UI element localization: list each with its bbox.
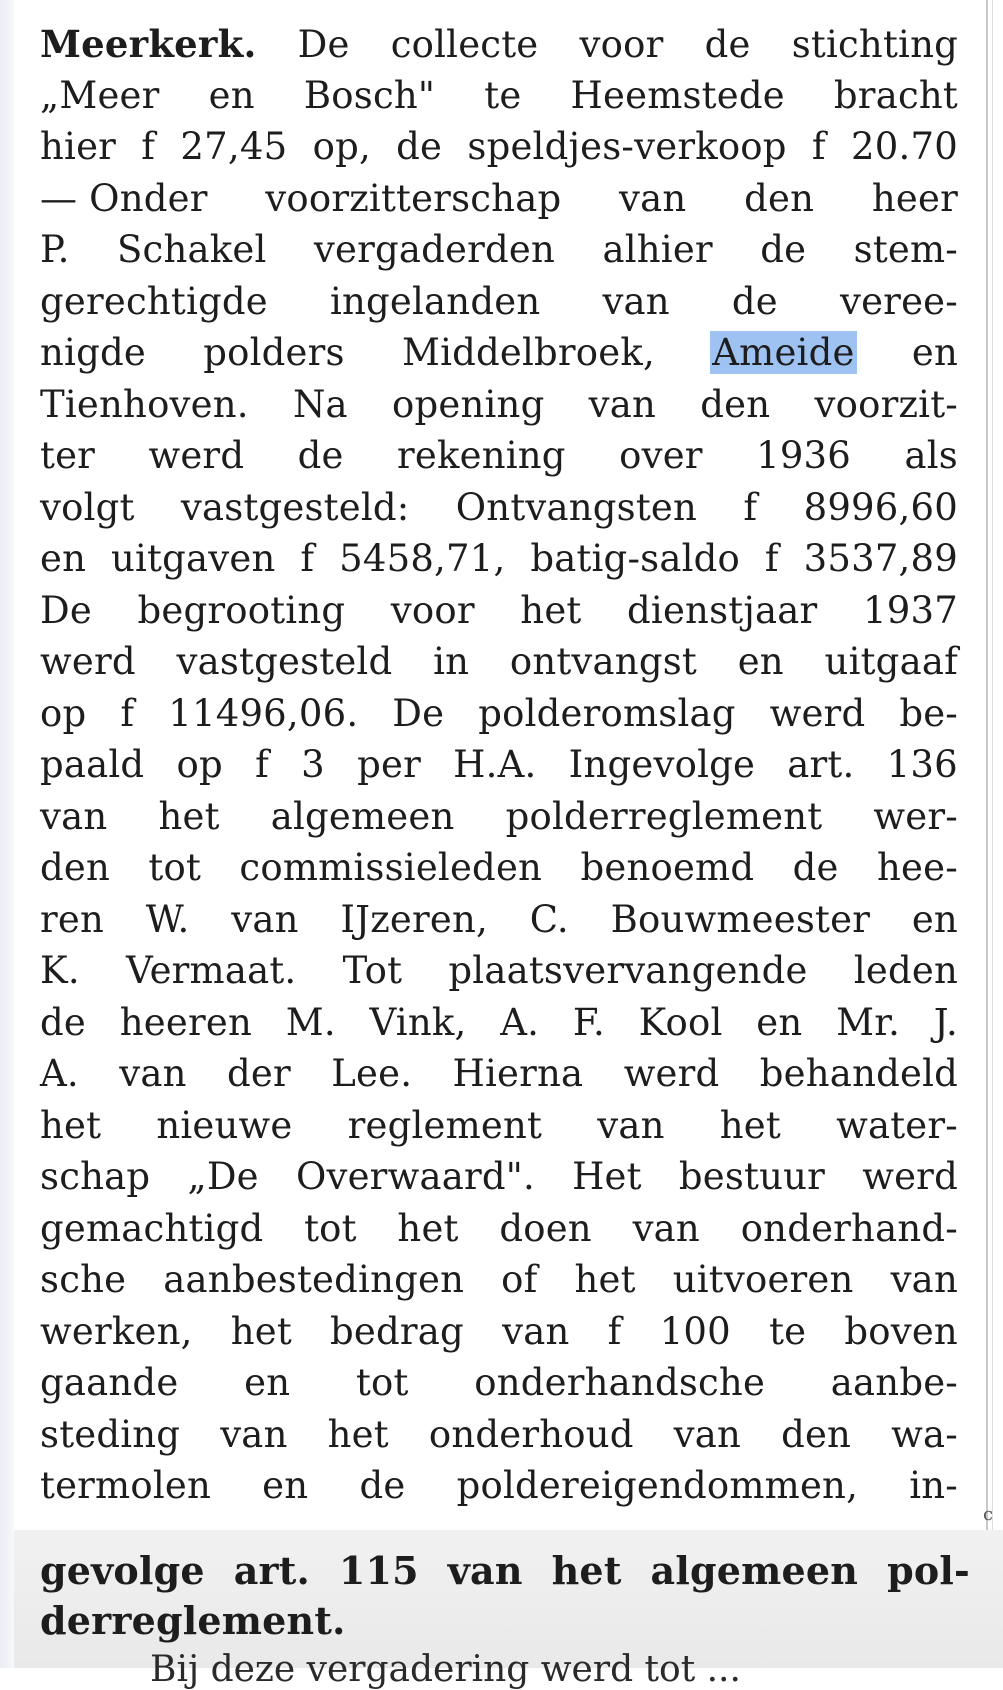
word: 27,45 (180, 125, 288, 168)
word: en (911, 897, 958, 941)
word: plaatsvervangende (448, 949, 808, 992)
text-line (40, 486, 958, 538)
text-line (40, 846, 958, 898)
word: A. (40, 1052, 79, 1095)
word: polders (203, 331, 345, 374)
text-line (40, 1310, 958, 1362)
text-line (40, 383, 958, 435)
word: van (502, 1309, 570, 1353)
word: den (40, 846, 111, 889)
word: De (40, 588, 92, 632)
word: bestuur (678, 1155, 826, 1198)
word: f (764, 537, 779, 580)
word: aanbe- (830, 1361, 958, 1404)
text-line (40, 1598, 970, 1648)
text-line (40, 1464, 958, 1516)
word: aanbestedingen (163, 1258, 465, 1301)
word: op (40, 691, 87, 735)
word: de (359, 1464, 406, 1507)
word: Middelbroek, (401, 331, 655, 374)
word: begrooting (137, 588, 346, 632)
text-line (40, 1548, 970, 1598)
word: ren (40, 897, 105, 941)
word: onderhandsche (474, 1361, 766, 1404)
word: het (520, 588, 582, 632)
text-line (40, 434, 958, 486)
word: heeren (119, 1000, 252, 1044)
text-line (40, 1258, 958, 1310)
word: de (396, 125, 443, 168)
word: alhier (602, 228, 713, 271)
word: het (551, 1548, 622, 1593)
word: 1937 (862, 588, 958, 632)
word: werd (40, 640, 136, 683)
word: polderomslag (478, 691, 736, 735)
word: wa- (891, 1412, 958, 1456)
word: dienstjaar (627, 588, 818, 632)
word: der (227, 1052, 291, 1095)
word: poldereigendommen, (456, 1464, 859, 1507)
word: f (607, 1309, 622, 1353)
word: algemeen (270, 794, 455, 838)
word: f (255, 743, 269, 786)
word: heer (871, 176, 958, 220)
word: polderreglement (505, 794, 823, 838)
word: H.A. (453, 743, 537, 786)
word: sche (40, 1258, 127, 1301)
text-line (40, 177, 958, 229)
word: van (673, 1412, 742, 1456)
word: art. (787, 743, 855, 786)
word: het (230, 1309, 292, 1353)
word: voorzitterschap (265, 176, 562, 220)
word: van (220, 1412, 288, 1456)
word: tot (304, 1206, 357, 1250)
text-line (40, 74, 958, 126)
word: f (811, 125, 826, 168)
word: 5458,71, (339, 537, 506, 580)
word: van (632, 1206, 700, 1250)
text-line (40, 1052, 958, 1104)
word: Overwaard". (295, 1155, 535, 1198)
word: Lee. (331, 1052, 413, 1095)
word: volgt (40, 485, 135, 529)
word: Tot (342, 949, 403, 992)
word: f (120, 691, 135, 735)
word: K. (40, 949, 80, 992)
word: F. (572, 1000, 605, 1044)
word: 3 (301, 743, 325, 786)
word: reglement (347, 1103, 543, 1147)
word: water- (836, 1103, 958, 1147)
word: opening (392, 382, 545, 426)
word: Ontvangsten (455, 485, 698, 529)
word: het (40, 1103, 102, 1147)
word: 100 (659, 1309, 731, 1353)
word: werd (623, 1052, 720, 1095)
word: C. (529, 897, 569, 941)
word: 1936 (756, 434, 852, 477)
word: f (300, 537, 315, 580)
word: schap (40, 1155, 151, 1198)
word: nieuwe (156, 1103, 293, 1147)
word: leden (853, 949, 958, 992)
text-line (40, 1001, 958, 1053)
article-body (40, 22, 958, 1516)
column-mark: c (983, 1504, 994, 1525)
text-line (40, 280, 958, 332)
word: en (737, 640, 784, 683)
word: Tienhoven. (40, 382, 249, 426)
word: W. (145, 897, 190, 941)
word: bracht (833, 73, 958, 117)
word: derreglement. (40, 1598, 346, 1643)
word: de (704, 23, 751, 66)
word: f (743, 485, 758, 529)
word: vastgesteld: (180, 485, 410, 529)
word: van (588, 382, 657, 426)
word: 8996,60 (803, 485, 958, 529)
word: hee- (877, 846, 958, 889)
word: boven (844, 1309, 958, 1353)
word: in (433, 640, 470, 683)
word: en (40, 537, 87, 580)
word: 115 (338, 1548, 419, 1593)
word: van (602, 279, 670, 323)
word: 11496,06. (168, 691, 359, 735)
word: Mr. (836, 1000, 901, 1044)
word: Hierna (452, 1052, 584, 1095)
word: en (911, 331, 958, 374)
word: ontvangst (509, 640, 697, 683)
word: 136 (886, 743, 958, 786)
word: art. (233, 1548, 310, 1593)
word: f (141, 125, 156, 168)
word: de (40, 1000, 86, 1044)
word: 3537,89 (803, 537, 958, 580)
word: Ingevolge (568, 743, 756, 786)
word: stichting (791, 23, 958, 66)
word: speldjes-verkoop (467, 125, 787, 168)
word: bedrag (330, 1309, 464, 1353)
word: den (700, 382, 771, 426)
word: den (744, 176, 815, 220)
word: veree- (839, 279, 958, 323)
word: Vink, (369, 1000, 467, 1044)
word: Bouwmeester (610, 897, 871, 941)
word: ter (40, 434, 96, 477)
highlighted-word: Ameide (712, 331, 855, 374)
word: het (158, 794, 220, 838)
word: het (397, 1206, 459, 1250)
word: gerechtigde (40, 279, 268, 323)
text-line (40, 898, 958, 950)
word: het (574, 1258, 636, 1301)
word: werken, (40, 1309, 193, 1353)
word: uitgaaf (824, 640, 958, 683)
word: wer- (873, 794, 958, 838)
word: te (484, 73, 522, 117)
text-line (40, 331, 958, 383)
word: op (176, 743, 223, 786)
text-line (40, 1155, 958, 1207)
text-line (40, 949, 958, 1001)
text-line (40, 692, 958, 744)
word: van (619, 176, 687, 220)
word: de (760, 228, 807, 271)
text-line (40, 589, 958, 641)
word: voorzit- (814, 382, 958, 426)
word: M. (285, 1000, 336, 1044)
word: over (619, 434, 703, 477)
word: rekening (397, 434, 566, 477)
word: tot (355, 1361, 409, 1404)
word: als (904, 434, 958, 477)
word: het (719, 1103, 781, 1147)
word: A. (500, 1000, 540, 1044)
word: ingelanden (329, 279, 541, 323)
cut-off-line (150, 1649, 770, 1690)
word: hier (40, 125, 117, 168)
word: voor (390, 588, 475, 632)
word: te (769, 1309, 807, 1353)
word: onderhand- (740, 1206, 958, 1250)
word: werd (148, 434, 245, 477)
text-line (40, 228, 958, 280)
text-line (40, 1361, 958, 1413)
word: stem- (853, 228, 958, 271)
word: paald (40, 743, 145, 786)
word: be- (899, 691, 958, 735)
word: de (297, 434, 344, 477)
word: of (501, 1258, 538, 1301)
word: — Onder (40, 176, 208, 220)
word: steding (40, 1412, 181, 1456)
cut-off-line-text: Bij deze vergadering werd tot ... (150, 1649, 741, 1690)
word: IJzeren, (340, 897, 488, 941)
word: uitgaven (110, 537, 276, 580)
word: Vermaat. (126, 949, 297, 992)
word: Schakel (116, 228, 267, 271)
word: en (244, 1361, 291, 1404)
word: werd (862, 1155, 958, 1198)
word: behandeld (759, 1052, 958, 1095)
lead-word: Meerkerk. (40, 22, 257, 66)
word: op, (312, 125, 371, 168)
text-line (40, 125, 958, 177)
word: gemachtigd (40, 1206, 264, 1250)
word: commissieleden (239, 846, 543, 889)
word: Na (292, 382, 348, 426)
word: benoemd (580, 846, 755, 889)
word: De (392, 691, 445, 735)
word: vastgesteld (176, 640, 393, 683)
word: P. (40, 228, 70, 271)
word: per (357, 743, 421, 786)
word: van (119, 1052, 187, 1095)
word: en (262, 1464, 309, 1507)
column-border (986, 0, 988, 1535)
word: algemeen (650, 1548, 859, 1593)
word: van (890, 1258, 958, 1301)
word: van (40, 794, 108, 838)
word: collecte (390, 23, 539, 66)
word: doen (499, 1206, 592, 1250)
word: J. (933, 1000, 958, 1044)
word: voor (579, 23, 664, 66)
word: „De (187, 1155, 259, 1198)
word: Kool (638, 1000, 723, 1044)
word: gevolge (40, 1548, 205, 1593)
word: de (731, 279, 778, 323)
word: van (597, 1103, 665, 1147)
word: tot (148, 846, 202, 889)
word: werd (769, 691, 866, 735)
word: pol- (887, 1548, 970, 1593)
word: batig-saldo (530, 537, 740, 580)
text-line (40, 640, 958, 692)
text-line (40, 1413, 958, 1465)
word: gaande (40, 1361, 179, 1404)
continuation-text (40, 1548, 970, 1648)
text-line (40, 743, 958, 795)
word: onderhoud (428, 1412, 634, 1456)
word: termolen (40, 1464, 211, 1507)
page-left-edge (0, 0, 14, 1668)
word: en (756, 1000, 803, 1044)
text-line (40, 795, 958, 847)
word: Heemstede (570, 73, 785, 117)
word: en (208, 73, 255, 117)
word: Het (572, 1155, 642, 1198)
word: 20.70 (851, 125, 958, 168)
word: vergaderden (313, 228, 556, 271)
column-border-secondary (992, 0, 993, 1535)
text-line (40, 537, 958, 589)
word: nigde (40, 331, 146, 374)
word: Bosch" (303, 73, 436, 117)
word: de (792, 846, 839, 889)
word: van (447, 1548, 523, 1593)
word: uitvoeren (672, 1258, 854, 1301)
text-line (40, 1104, 958, 1156)
word: den (781, 1412, 852, 1456)
word: De (297, 23, 350, 66)
word: het (327, 1412, 389, 1456)
text-line (40, 22, 958, 74)
word: „Meer (40, 73, 160, 117)
word: van (231, 897, 299, 941)
word: in- (909, 1464, 958, 1507)
text-line (40, 1207, 958, 1259)
